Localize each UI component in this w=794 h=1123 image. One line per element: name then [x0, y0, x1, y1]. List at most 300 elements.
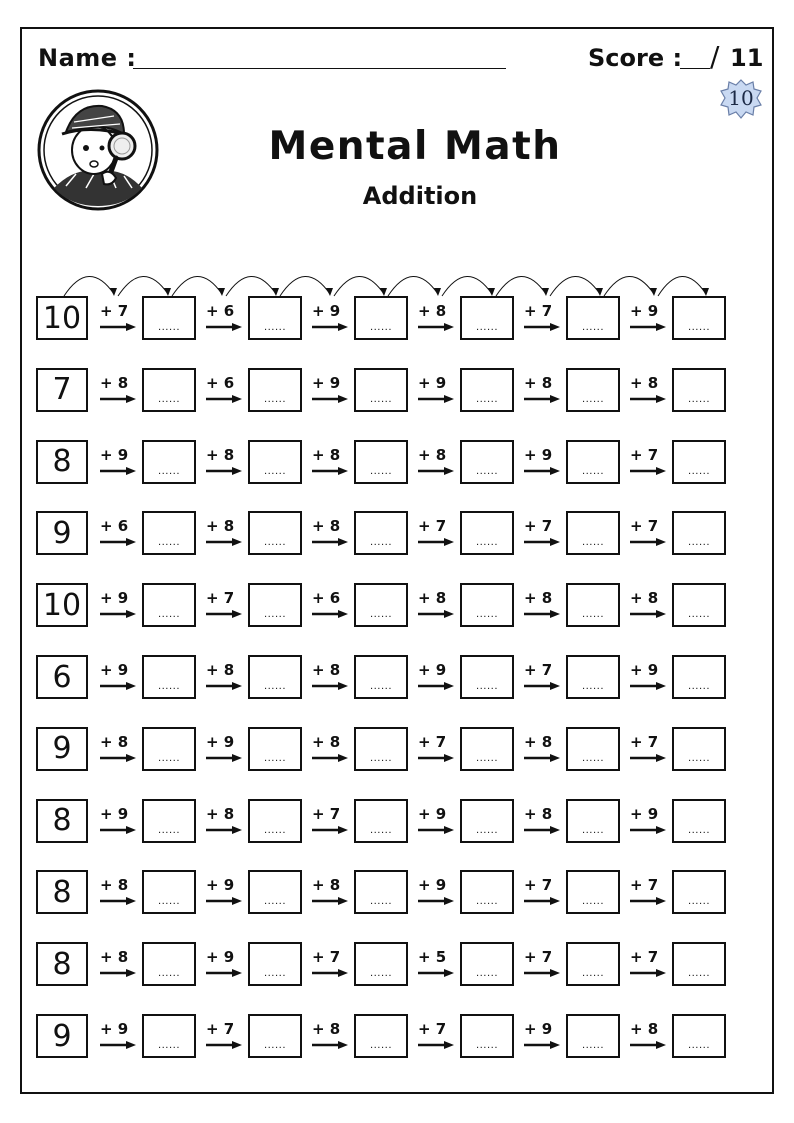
answer-box[interactable]: [354, 583, 408, 627]
addend-label: + 8: [100, 732, 129, 751]
right-arrow-icon: [206, 897, 242, 905]
answer-box[interactable]: [354, 296, 408, 340]
right-arrow-icon: [418, 538, 454, 546]
addend-label: + 7: [630, 948, 659, 967]
add-step: [204, 799, 248, 843]
add-step: [98, 440, 142, 484]
add-step: [522, 511, 566, 555]
answer-placeholder: ......: [581, 752, 605, 764]
answer-box[interactable]: [460, 583, 514, 627]
answer-box[interactable]: [142, 440, 196, 484]
right-arrow-icon: [418, 682, 454, 690]
answer-box[interactable]: [672, 870, 726, 914]
answer-box[interactable]: [248, 583, 302, 627]
addend-label: + 7: [524, 661, 553, 679]
answer-placeholder: ......: [369, 752, 393, 764]
problem-row: [0, 655, 794, 701]
add-step: [204, 727, 248, 771]
answer-box[interactable]: [672, 368, 726, 412]
start-number: 9: [36, 511, 88, 555]
addend-label: + 7: [524, 876, 553, 895]
addend-label: + 7: [206, 1020, 235, 1038]
right-arrow-icon: [312, 538, 348, 546]
add-step: [416, 655, 460, 699]
answer-placeholder: ......: [475, 896, 499, 908]
add-step: [628, 942, 672, 986]
right-arrow-icon: [524, 610, 560, 618]
addend-label: + 9: [418, 661, 447, 679]
answer-box[interactable]: [142, 368, 196, 412]
right-arrow-icon: [418, 897, 454, 905]
answer-box[interactable]: [672, 727, 726, 771]
right-arrow-icon: [206, 395, 242, 403]
answer-box[interactable]: [248, 655, 302, 699]
name-label: Name :: [38, 44, 137, 72]
add-step: [522, 655, 566, 699]
add-step: [522, 296, 566, 340]
add-step: [98, 799, 142, 843]
answer-box[interactable]: [248, 727, 302, 771]
right-arrow-icon: [100, 610, 136, 618]
answer-placeholder: ......: [687, 681, 711, 692]
right-arrow-icon: [312, 897, 348, 905]
add-step: [416, 368, 460, 412]
add-step: [310, 511, 354, 555]
answer-placeholder: ......: [263, 1040, 287, 1051]
addend-label: + 9: [100, 445, 129, 464]
right-arrow-icon: [100, 754, 136, 762]
addend-label: + 9: [100, 661, 129, 679]
right-arrow-icon: [206, 323, 242, 331]
right-arrow-icon: [524, 538, 560, 546]
name-field[interactable]: [133, 68, 506, 69]
addend-label: + 8: [418, 445, 447, 464]
answer-box[interactable]: [142, 583, 196, 627]
badge-number: 10: [728, 86, 754, 110]
answer-box[interactable]: [566, 511, 620, 555]
answer-box[interactable]: [566, 1014, 620, 1058]
right-arrow-icon: [418, 969, 454, 977]
answer-box[interactable]: [354, 440, 408, 484]
addend-label: + 8: [524, 732, 553, 751]
addend-label: + 8: [312, 517, 341, 536]
add-step: [204, 1014, 248, 1058]
add-step: [98, 727, 142, 771]
add-step: [416, 870, 460, 914]
right-arrow-icon: [312, 395, 348, 403]
right-arrow-icon: [100, 323, 136, 331]
answer-placeholder: ......: [475, 681, 499, 692]
add-step: [310, 727, 354, 771]
answer-box[interactable]: [566, 942, 620, 986]
answer-placeholder: ......: [263, 824, 287, 836]
answer-placeholder: ......: [687, 537, 711, 549]
problem-row: [0, 511, 794, 557]
answer-box[interactable]: [566, 583, 620, 627]
answer-box[interactable]: [354, 511, 408, 555]
answer-box[interactable]: [672, 511, 726, 555]
answer-box[interactable]: [354, 942, 408, 986]
addend-label: + 9: [312, 302, 341, 320]
problem-row: [0, 1014, 794, 1060]
right-arrow-icon: [418, 754, 454, 762]
right-arrow-icon: [100, 682, 136, 690]
add-step: [416, 583, 460, 627]
answer-placeholder: ......: [157, 896, 181, 908]
answer-box[interactable]: [248, 440, 302, 484]
answer-placeholder: ......: [157, 1040, 181, 1051]
right-arrow-icon: [524, 1041, 560, 1049]
add-step: [416, 942, 460, 986]
answer-box[interactable]: [460, 655, 514, 699]
score-total: 11: [730, 44, 764, 72]
addend-label: + 8: [312, 1020, 341, 1038]
add-step: [628, 583, 672, 627]
addend-label: + 7: [524, 302, 553, 320]
addend-label: + 8: [630, 1020, 659, 1038]
add-step: [522, 583, 566, 627]
right-arrow-icon: [312, 323, 348, 331]
add-step: [310, 870, 354, 914]
answer-placeholder: ......: [687, 968, 711, 980]
right-arrow-icon: [524, 826, 560, 834]
answer-placeholder: ......: [369, 609, 393, 621]
answer-box[interactable]: [142, 870, 196, 914]
answer-placeholder: ......: [263, 968, 287, 980]
score-slash: /: [710, 40, 720, 73]
answer-box[interactable]: [142, 1014, 196, 1058]
answer-box[interactable]: [248, 296, 302, 340]
addend-label: + 7: [100, 302, 129, 320]
answer-placeholder: ......: [687, 393, 711, 405]
addend-label: + 7: [630, 732, 659, 751]
add-step: [522, 799, 566, 843]
answer-box[interactable]: [142, 511, 196, 555]
answer-placeholder: ......: [157, 322, 181, 333]
addend-label: + 9: [312, 373, 341, 392]
score-field[interactable]: [680, 68, 710, 69]
add-step: [522, 440, 566, 484]
add-step: [204, 296, 248, 340]
addend-label: + 9: [418, 804, 447, 823]
answer-placeholder: ......: [687, 824, 711, 836]
right-arrow-icon: [312, 754, 348, 762]
answer-placeholder: ......: [581, 322, 605, 333]
right-arrow-icon: [206, 538, 242, 546]
problem-row: [0, 368, 794, 414]
addend-label: + 8: [312, 661, 341, 679]
add-step: [310, 440, 354, 484]
right-arrow-icon: [100, 826, 136, 834]
answer-box[interactable]: [672, 296, 726, 340]
addend-label: + 9: [418, 373, 447, 392]
answer-box[interactable]: [460, 942, 514, 986]
addend-label: + 7: [418, 1020, 447, 1038]
answer-placeholder: ......: [687, 322, 711, 333]
answer-placeholder: ......: [475, 752, 499, 764]
add-step: [628, 296, 672, 340]
answer-placeholder: ......: [581, 1040, 605, 1051]
answer-placeholder: ......: [581, 609, 605, 621]
start-number: 10: [36, 296, 88, 340]
answer-placeholder: ......: [687, 609, 711, 621]
answer-box[interactable]: [354, 1014, 408, 1058]
right-arrow-icon: [524, 395, 560, 403]
answer-placeholder: ......: [369, 322, 393, 333]
answer-placeholder: ......: [581, 393, 605, 405]
problem-row: [0, 727, 794, 773]
answer-box[interactable]: [566, 368, 620, 412]
right-arrow-icon: [524, 897, 560, 905]
answer-placeholder: ......: [475, 322, 499, 333]
page-title: Mental Math: [268, 124, 562, 169]
addend-label: + 9: [524, 445, 553, 464]
answer-box[interactable]: [142, 727, 196, 771]
problem-row: [0, 440, 794, 486]
answer-box[interactable]: [460, 727, 514, 771]
answer-box[interactable]: [672, 1014, 726, 1058]
right-arrow-icon: [312, 969, 348, 977]
right-arrow-icon: [100, 395, 136, 403]
start-number: 8: [36, 870, 88, 914]
answer-placeholder: ......: [157, 609, 181, 621]
add-step: [98, 942, 142, 986]
add-step: [310, 1014, 354, 1058]
answer-placeholder: ......: [581, 896, 605, 908]
answer-placeholder: ......: [581, 465, 605, 477]
add-step: [628, 655, 672, 699]
add-step: [204, 870, 248, 914]
answer-box[interactable]: [566, 296, 620, 340]
add-step: [204, 583, 248, 627]
right-arrow-icon: [418, 610, 454, 618]
answer-placeholder: ......: [157, 465, 181, 477]
start-number: 10: [36, 583, 88, 627]
add-step: [204, 440, 248, 484]
problem-row: [0, 799, 794, 845]
addend-label: + 9: [206, 948, 235, 967]
problem-row: [0, 870, 794, 916]
answer-box[interactable]: [460, 799, 514, 843]
answer-box[interactable]: [566, 440, 620, 484]
addend-label: + 6: [206, 373, 235, 392]
answer-placeholder: ......: [263, 896, 287, 908]
answer-box[interactable]: [566, 870, 620, 914]
add-step: [98, 511, 142, 555]
answer-placeholder: ......: [475, 824, 499, 836]
addend-label: + 9: [630, 302, 659, 320]
answer-placeholder: ......: [369, 537, 393, 549]
addend-label: + 7: [630, 876, 659, 895]
addend-label: + 7: [524, 517, 553, 536]
right-arrow-icon: [418, 323, 454, 331]
answer-placeholder: ......: [687, 1040, 711, 1051]
answer-placeholder: ......: [475, 465, 499, 477]
addend-label: + 8: [630, 373, 659, 392]
addend-label: + 9: [630, 661, 659, 679]
add-step: [416, 440, 460, 484]
add-step: [416, 1014, 460, 1058]
right-arrow-icon: [312, 467, 348, 475]
start-number: 9: [36, 1014, 88, 1058]
addend-label: + 7: [418, 732, 447, 751]
add-step: [522, 727, 566, 771]
right-arrow-icon: [312, 1041, 348, 1049]
addend-label: + 8: [524, 804, 553, 823]
answer-box[interactable]: [460, 368, 514, 412]
answer-placeholder: ......: [263, 322, 287, 333]
addend-label: + 7: [524, 948, 553, 967]
addend-label: + 8: [100, 373, 129, 392]
add-step: [628, 727, 672, 771]
addend-label: + 7: [630, 517, 659, 536]
addend-label: + 9: [100, 1020, 129, 1038]
answer-placeholder: ......: [581, 824, 605, 836]
add-step: [98, 368, 142, 412]
answer-placeholder: ......: [157, 752, 181, 764]
answer-placeholder: ......: [369, 968, 393, 980]
answer-placeholder: ......: [581, 968, 605, 980]
addend-label: + 9: [630, 804, 659, 823]
answer-placeholder: ......: [263, 752, 287, 764]
right-arrow-icon: [206, 826, 242, 834]
right-arrow-icon: [418, 467, 454, 475]
add-step: [310, 799, 354, 843]
answer-placeholder: ......: [157, 824, 181, 836]
start-number: 8: [36, 799, 88, 843]
add-step: [522, 368, 566, 412]
answer-placeholder: ......: [687, 752, 711, 764]
add-step: [204, 655, 248, 699]
answer-placeholder: ......: [157, 968, 181, 980]
addend-label: + 7: [312, 948, 341, 967]
addend-label: + 8: [100, 876, 129, 895]
answer-placeholder: ......: [475, 393, 499, 405]
right-arrow-icon: [100, 467, 136, 475]
answer-box[interactable]: [566, 655, 620, 699]
addend-label: + 8: [312, 876, 341, 895]
addend-label: + 9: [100, 589, 129, 608]
answer-placeholder: ......: [369, 681, 393, 692]
right-arrow-icon: [630, 610, 666, 618]
answer-box[interactable]: [248, 511, 302, 555]
right-arrow-icon: [206, 682, 242, 690]
addend-label: + 5: [418, 948, 447, 967]
answer-box[interactable]: [354, 870, 408, 914]
answer-box[interactable]: [354, 655, 408, 699]
answer-box[interactable]: [672, 655, 726, 699]
answer-box[interactable]: [460, 870, 514, 914]
add-step: [310, 655, 354, 699]
answer-placeholder: ......: [475, 537, 499, 549]
addend-label: + 6: [100, 517, 129, 536]
addend-label: + 7: [312, 804, 341, 823]
addend-label: + 8: [312, 445, 341, 464]
answer-placeholder: ......: [475, 609, 499, 621]
right-arrow-icon: [418, 1041, 454, 1049]
addend-label: + 9: [206, 732, 235, 751]
add-step: [204, 942, 248, 986]
answer-box[interactable]: [672, 440, 726, 484]
answer-placeholder: ......: [687, 896, 711, 908]
right-arrow-icon: [100, 538, 136, 546]
right-arrow-icon: [630, 826, 666, 834]
addend-label: + 8: [630, 589, 659, 608]
add-step: [98, 1014, 142, 1058]
right-arrow-icon: [630, 395, 666, 403]
answer-placeholder: ......: [369, 393, 393, 405]
answer-box[interactable]: [460, 296, 514, 340]
start-number: 9: [36, 727, 88, 771]
answer-placeholder: ......: [581, 681, 605, 692]
answer-box[interactable]: [248, 1014, 302, 1058]
add-step: [628, 511, 672, 555]
answer-placeholder: ......: [369, 1040, 393, 1051]
answer-box[interactable]: [672, 799, 726, 843]
answer-box[interactable]: [142, 296, 196, 340]
addend-label: + 9: [524, 1020, 553, 1038]
add-step: [628, 870, 672, 914]
answer-placeholder: ......: [581, 537, 605, 549]
answer-box[interactable]: [248, 870, 302, 914]
addend-label: + 9: [418, 876, 447, 895]
add-step: [310, 583, 354, 627]
answer-box[interactable]: [566, 799, 620, 843]
right-arrow-icon: [630, 969, 666, 977]
answer-box[interactable]: [460, 511, 514, 555]
answer-placeholder: ......: [263, 465, 287, 477]
answer-box[interactable]: [354, 368, 408, 412]
answer-box[interactable]: [460, 1014, 514, 1058]
addend-label: + 8: [206, 445, 235, 464]
right-arrow-icon: [630, 897, 666, 905]
answer-placeholder: ......: [369, 896, 393, 908]
score-label: Score :: [588, 44, 683, 72]
start-number: 8: [36, 942, 88, 986]
add-step: [98, 583, 142, 627]
answer-box[interactable]: [354, 799, 408, 843]
addend-label: + 7: [206, 589, 235, 608]
answer-box[interactable]: [248, 368, 302, 412]
answer-placeholder: ......: [157, 681, 181, 692]
right-arrow-icon: [418, 826, 454, 834]
add-step: [416, 296, 460, 340]
right-arrow-icon: [206, 754, 242, 762]
answer-box[interactable]: [142, 799, 196, 843]
right-arrow-icon: [630, 467, 666, 475]
answer-placeholder: ......: [475, 968, 499, 980]
answer-box[interactable]: [142, 942, 196, 986]
answer-box[interactable]: [460, 440, 514, 484]
addend-label: + 6: [206, 302, 235, 320]
answer-box[interactable]: [566, 727, 620, 771]
add-step: [416, 727, 460, 771]
answer-box[interactable]: [354, 727, 408, 771]
addend-label: + 8: [206, 517, 235, 536]
right-arrow-icon: [630, 682, 666, 690]
right-arrow-icon: [206, 969, 242, 977]
answer-box[interactable]: [142, 655, 196, 699]
answer-box[interactable]: [248, 799, 302, 843]
right-arrow-icon: [524, 467, 560, 475]
answer-box[interactable]: [672, 942, 726, 986]
right-arrow-icon: [312, 826, 348, 834]
right-arrow-icon: [524, 969, 560, 977]
add-step: [628, 368, 672, 412]
answer-box[interactable]: [672, 583, 726, 627]
add-step: [204, 511, 248, 555]
answer-box[interactable]: [248, 942, 302, 986]
